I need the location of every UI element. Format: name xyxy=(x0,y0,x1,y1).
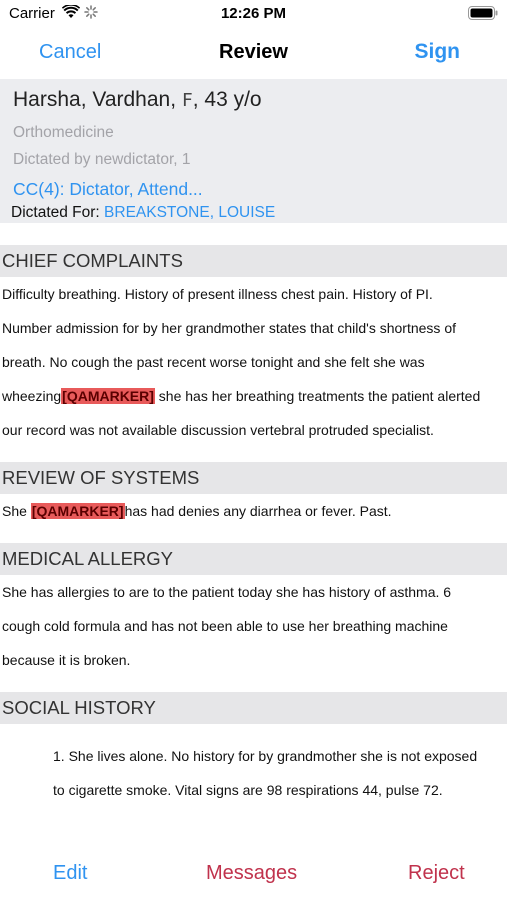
dictated-for xyxy=(11,204,275,222)
section-header-social-history: SOCIAL HISTORY xyxy=(0,692,507,724)
patient-sex: F xyxy=(181,90,193,111)
cc-recipients-link[interactable]: CC(4): Dictator, Attend... xyxy=(13,179,203,199)
carrier-label: Carrier xyxy=(9,5,55,22)
section-body-review-of-systems xyxy=(0,494,507,528)
status-time: 12:26 PM xyxy=(220,5,287,22)
list-item-continuation: to cigarette smoke. Vital signs are 98 respirations 44, pulse 72. xyxy=(53,782,443,798)
section-header-medical-allergy: MEDICAL ALLERGY xyxy=(0,543,507,575)
section-header-review-of-systems: REVIEW OF SYSTEMS xyxy=(0,462,507,494)
dictated-for-link[interactable]: BREAKSTONE, LOUISE xyxy=(104,204,276,221)
qa-marker[interactable]: [QAMARKER] xyxy=(62,388,154,404)
text-line: because it is broken. xyxy=(2,652,131,668)
text-fragment: wheezing xyxy=(2,388,62,404)
reject-button[interactable]: Reject xyxy=(408,862,465,884)
text-fragment: She xyxy=(2,503,31,519)
text-line: our record was not available discussion vertebral protruded specialist. xyxy=(2,422,434,438)
text-fragment: has had denies any diarrhea or fever. Past. xyxy=(124,503,392,519)
cancel-button[interactable]: Cancel xyxy=(39,41,102,63)
navigation-bar xyxy=(0,30,507,78)
battery-icon xyxy=(468,6,498,20)
edit-button[interactable]: Edit xyxy=(53,862,88,884)
section-gap xyxy=(0,528,507,543)
text-fragment: she has her breathing treatments the patient alerted xyxy=(154,388,481,404)
list-item: 1. She lives alone. No history for by grandmother she is not exposed xyxy=(53,748,478,764)
patient-name-text: Harsha, Vardhan, xyxy=(13,88,177,111)
section-body-chief-complaints xyxy=(0,277,507,447)
department-label: Orthomedicine xyxy=(13,124,114,141)
text-line: She has allergies to are to the patient today she has history of asthma. 6 xyxy=(2,584,452,600)
section-body-medical-allergy xyxy=(0,575,507,677)
section-gap xyxy=(0,677,507,692)
qa-marker[interactable]: [QAMARKER] xyxy=(31,503,124,519)
text-line: cough cold formula and has not been able to use her breathing machine xyxy=(2,618,448,634)
section-gap xyxy=(0,447,507,462)
patient-name xyxy=(13,88,262,112)
patient-age: , 43 y/o xyxy=(192,88,262,111)
text-line xyxy=(2,494,505,528)
sign-button[interactable]: Sign xyxy=(414,40,460,63)
section-header-chief-complaints: CHIEF COMPLAINTS xyxy=(0,245,507,277)
dictated-for-label: Dictated For: xyxy=(11,204,100,221)
dictated-by-label: Dictated by newdictator, 1 xyxy=(13,151,191,168)
text-line: breath. No cough the past recent worse tonight and she felt she was xyxy=(2,354,425,370)
text-line: Difficulty breathing. History of present illness chest pain. History of PI. xyxy=(2,286,433,302)
text-line: Number admission for by her grandmother states that child's shortness of xyxy=(2,320,456,336)
section-gap xyxy=(0,724,507,739)
text-line xyxy=(2,379,505,413)
messages-button[interactable]: Messages xyxy=(206,862,298,884)
patient-header xyxy=(0,79,507,223)
status-bar xyxy=(0,0,507,30)
social-history-list xyxy=(0,739,507,807)
page-title: Review xyxy=(219,41,288,63)
report-content[interactable] xyxy=(0,245,507,840)
bottom-toolbar xyxy=(0,840,507,900)
